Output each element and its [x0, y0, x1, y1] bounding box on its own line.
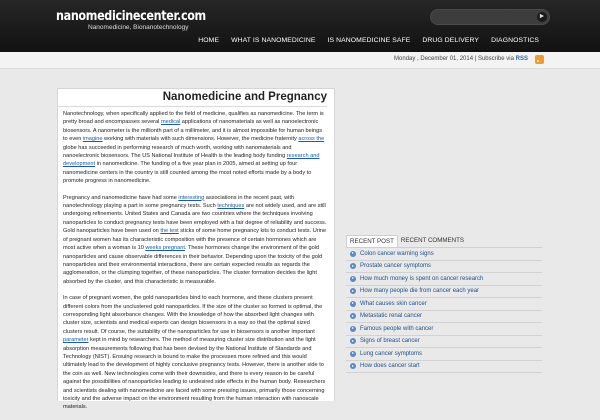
nav-drug-delivery[interactable]: DRUG DELIVERY [422, 37, 480, 44]
link-imagine[interactable]: imagine [82, 136, 103, 143]
link-interesting[interactable]: interesting [178, 194, 205, 201]
post-link[interactable]: How does cancer start [360, 363, 420, 370]
post-link[interactable]: Colon cancer warning signs [360, 250, 434, 257]
rss-link[interactable]: RSS [515, 56, 528, 62]
list-item[interactable] [346, 261, 542, 274]
text: associations in the recent past, with nanotechnology playing a part in some pregnancy tests. Such [63, 194, 295, 210]
nav-what-is-nanomedicine[interactable]: WHAT IS NANOMEDICINE [231, 37, 316, 44]
arrow-bullet-icon [350, 276, 356, 282]
arrow-bullet-icon [350, 263, 356, 269]
text: in nanomedicine. The funding of a five year plan in 2005, aimed at setting up four nanomedicine centers in the country is still counted among the most noted efforts made by a body to promote progress in nanomedicine. [63, 161, 312, 185]
tab-recent-comments[interactable]: RECENT COMMENTS [400, 237, 465, 244]
site-tagline: Nanomedicine, Bionanotechnology [88, 24, 189, 31]
post-link[interactable]: Lung cancer symptoms [360, 350, 423, 357]
arrow-bullet-icon [350, 251, 356, 257]
text: Nanotechnology, when specifically applied to the field of medicine, qualifies as nanomedicine. The term is pretty broad and encompasses several [63, 111, 324, 126]
subscribe-label: | Subscribe via [474, 56, 514, 62]
arrow-bullet-icon [350, 338, 356, 344]
list-item[interactable] [346, 323, 542, 336]
text: globe has succeeded in performing research of much worth, working with nanomaterials and nanoelectronic biosensors. The US National Institute of Health is the leading body funding [63, 144, 292, 160]
text: are not widely used, and are still undergoing refinements. United States and Canada are two countries where the techniques involving nanoparticles to conduct pregnancy tests have been employed with a fair degree of reliability and success. Gold nanoparticles have been used on [63, 203, 327, 235]
list-item[interactable] [346, 336, 542, 349]
link-across-the[interactable]: across the [298, 136, 325, 143]
article-paragraph [63, 294, 327, 412]
arrow-bullet-icon [350, 301, 356, 307]
site-logo[interactable] [56, 9, 230, 31]
arrow-bullet-icon [350, 313, 356, 319]
widget-tabs [346, 235, 542, 248]
arrow-bullet-icon [350, 326, 356, 332]
post-link[interactable]: Metastatic renal cancer [360, 313, 423, 320]
nav-diagnostics[interactable]: DIAGNOSTICS [491, 37, 539, 44]
text: . These hormones change the environment of the gold nanoparticles and cause observable differences in their behavior. Depending upon the toxicity of the gold nanoparticles and their environmental interactions, there are certain expected results as regards the agglomeration, or the clumping together, of these nanoparticles. The cluster formation decides the light absorbed by the cluster, and this characteristic is measurable. [63, 245, 323, 285]
site-header [0, 0, 600, 52]
article-title: Nanomedicine and Pregnancy [58, 91, 327, 107]
link-research-and-development[interactable]: research and development [63, 153, 320, 168]
search-input[interactable] [437, 11, 533, 21]
list-item[interactable] [346, 311, 542, 324]
post-link[interactable]: What causes skin cancer [360, 300, 427, 307]
link-parameter[interactable]: parameter [63, 337, 89, 344]
recent-posts-list [346, 248, 542, 373]
date-subscribe [394, 56, 528, 62]
article-body [63, 110, 327, 420]
text: Pregnancy and nanomedicine have had some [63, 194, 179, 201]
list-item[interactable] [346, 286, 542, 299]
site-name[interactable]: nanomedicinecenter.com [56, 9, 206, 24]
search-box [430, 9, 550, 25]
list-item[interactable] [346, 248, 542, 261]
text: kept in mind by researchers. The method of measuring cluster size distribution and the light absorption measurements following that has been devised by the National Institute of Standards and Technology (NIST). Ensuing research is bound to make the processes more refined and this would ultimately lead to the development of highly conclusive pregnancy tests. However, there is another side to the coin as well. New technologies come with their downsides, and there is every reason to be careful against the possibilities of nanoparticles leading to undesired side effects in the human body. Researchers and scientists dealing with nanomedicine are faced with some pressing issues, primarily those concerning toxicity and the adverse impact on the environment resulting from the human interaction with nanoscale materials. [63, 337, 326, 411]
arrow-bullet-icon [350, 363, 356, 369]
rss-icon[interactable] [535, 55, 544, 64]
text: working with materials with such dimensions. However, the medicine fraternity [102, 136, 299, 143]
link-techniques[interactable]: techniques [217, 203, 245, 210]
list-item[interactable] [346, 361, 542, 374]
search-submit-icon[interactable]: ► [538, 13, 546, 20]
nav-is-nanomedicine-safe[interactable]: IS NANOMEDICINE SAFE [327, 37, 411, 44]
article [57, 88, 335, 411]
list-item[interactable] [346, 298, 542, 311]
current-date: Monday , December 01, 2014 [394, 56, 474, 62]
article-paragraph [63, 194, 327, 286]
post-link[interactable]: Prostate cancer symptoms [360, 263, 432, 270]
post-link[interactable]: Famous people with cancer [360, 325, 434, 332]
link-medical[interactable]: medical [160, 119, 181, 126]
main-nav [192, 37, 545, 44]
text: In case of pregnant women, the gold nanoparticles bind to each hormone, and these clusters present different colors from the unclustered gold nanoparticles. If the size of the cluster so formed is optimal, the corresponding light absorbance changes. With the knowledge of how the absorbed light changes with cluster size, scientists and medical experts can design biosensors in a way so that the optimal sized clusters result. Of course, the suitability of the nanoparticles for use in biosensors is another important [63, 295, 323, 335]
link-weeks-pregnant[interactable]: weeks pregnant [145, 245, 185, 252]
arrow-bullet-icon [350, 288, 356, 294]
arrow-bullet-icon [350, 351, 356, 357]
nav-home[interactable]: HOME [198, 37, 220, 44]
sidebar-widget [346, 235, 542, 405]
post-link[interactable]: How many people die from cancer each year [360, 288, 480, 295]
tab-recent-post[interactable]: RECENT POST [346, 235, 398, 247]
date-bar [0, 52, 600, 69]
article-paragraph [63, 110, 327, 186]
text: applications of nanomaterials as well as nanoelectronic biosensors. A nanometer is the millionth part of a millimeter, and it is almost impossible for human beings to even [63, 119, 322, 143]
text: sticks of some home pregnancy kits to conduct tests. Urine of pregnant women has its characteristic composition with the presence of certain hormones which are most active when a woman is 10 [63, 228, 327, 252]
list-item[interactable] [346, 348, 542, 361]
link-the-test[interactable]: the test [160, 228, 179, 235]
post-link[interactable]: How much money is spent on cancer research [360, 275, 484, 282]
post-link[interactable]: Signs of breast cancer [360, 338, 420, 345]
list-item[interactable] [346, 273, 542, 286]
